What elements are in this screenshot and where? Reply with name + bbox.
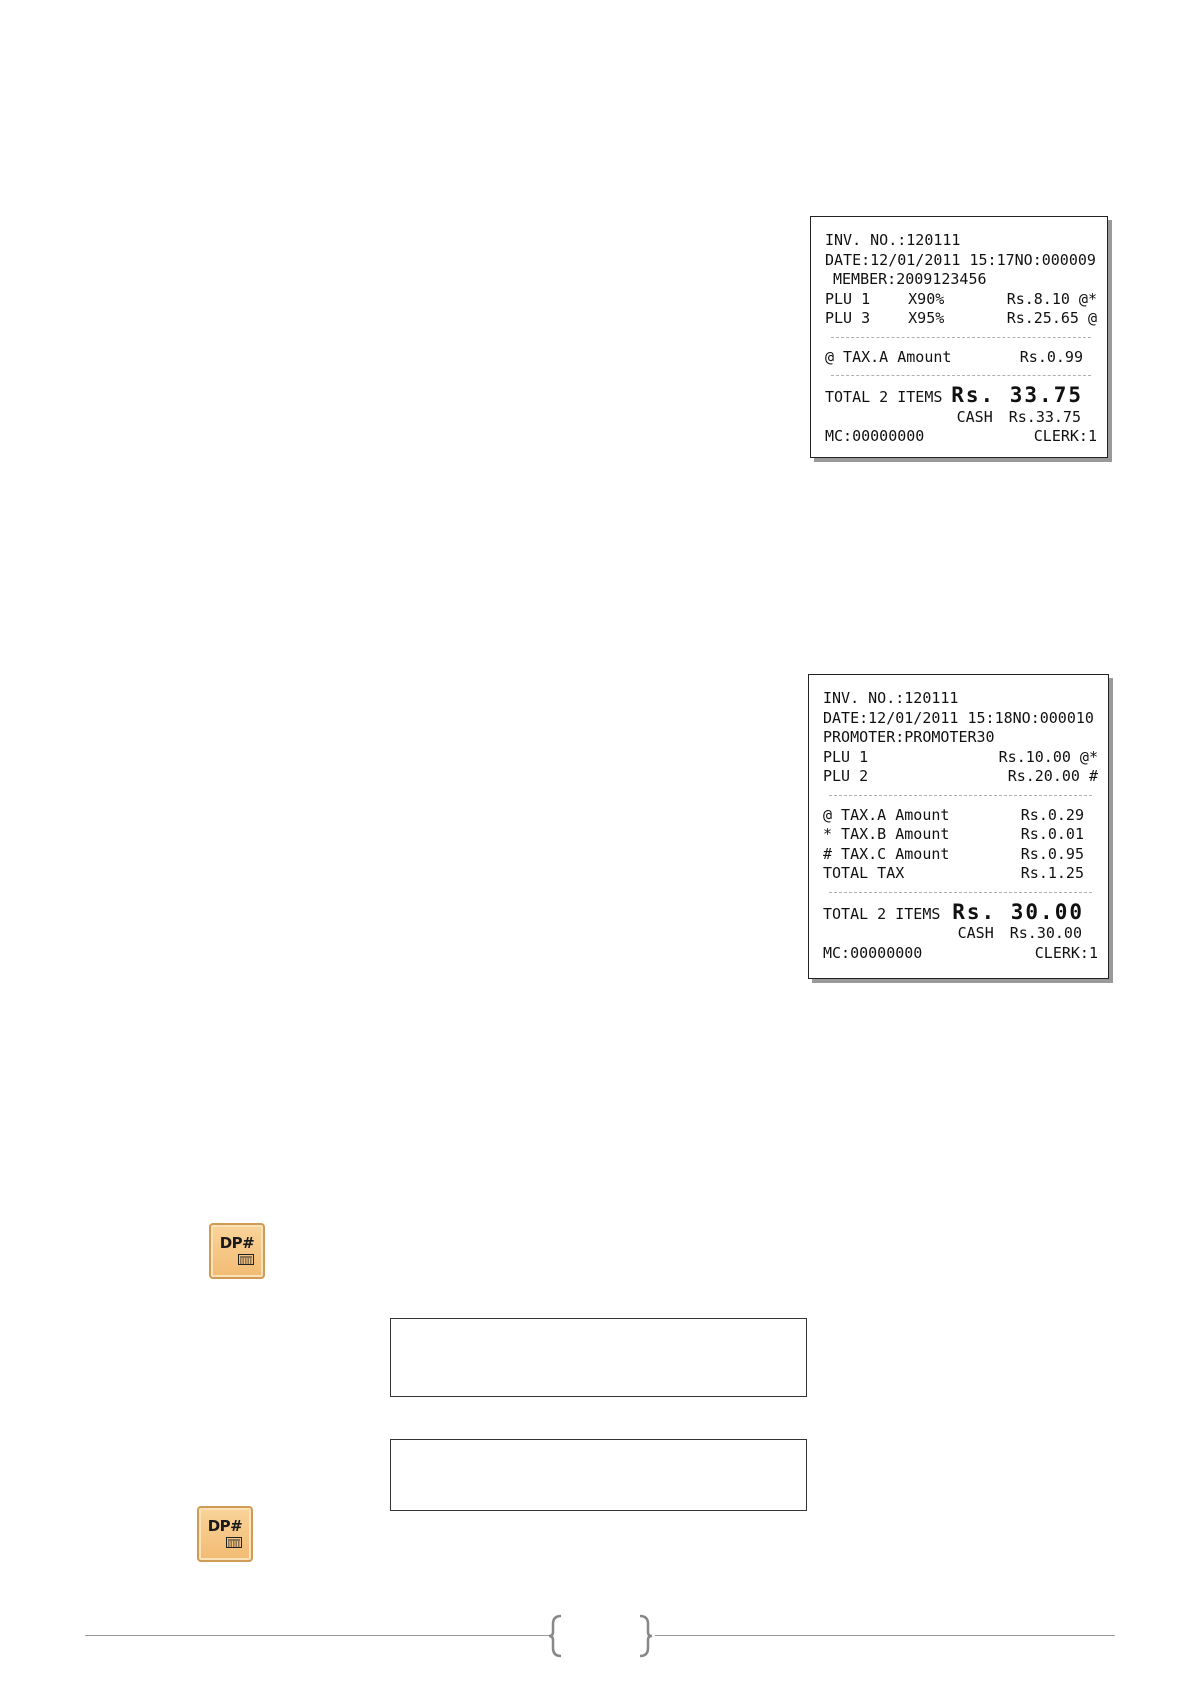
total-value: Rs. 33.75: [951, 383, 1083, 407]
tax-value: Rs.0.95: [1020, 844, 1084, 863]
item-name: PLU 1: [823, 747, 869, 766]
receipt-1: [810, 216, 1108, 458]
divider: [831, 375, 1091, 376]
item-row: [823, 767, 1098, 787]
total-label: TOTAL 2 ITEMS: [823, 904, 941, 923]
footer-line: [85, 1635, 551, 1636]
footer-row: [825, 427, 1097, 447]
cash-label: CASH: [957, 924, 994, 942]
dp-key-label: DP#: [207, 1517, 243, 1535]
mc-number: MC:00000000: [825, 427, 925, 445]
mc-number: MC:00000000: [823, 943, 923, 962]
tax-value: Rs.1.25: [1020, 864, 1084, 882]
cash-row: [823, 924, 1098, 944]
receipt-2: [808, 674, 1109, 979]
tax-row: [823, 864, 1098, 884]
tax-label: @ TAX.A Amount: [823, 805, 950, 824]
date-line: DATE:12/01/2011 15:17NO:000009: [825, 250, 1096, 269]
item-qty: X95%: [908, 309, 945, 327]
left-brace-icon: [547, 1614, 563, 1662]
item-price: Rs.10.00 @*: [998, 747, 1098, 766]
display-box: [390, 1439, 807, 1511]
item-price: Rs.25.65 @: [1006, 309, 1097, 327]
clerk-number: CLERK:1: [1033, 427, 1097, 445]
tax-value: Rs.0.01: [1020, 825, 1084, 843]
item-name: PLU 2: [823, 767, 869, 785]
dp-key[interactable]: [197, 1506, 253, 1562]
member-line: MEMBER:2009123456: [833, 270, 987, 288]
tax-label: # TAX.C Amount: [823, 844, 950, 863]
item-row: [825, 290, 1097, 310]
clerk-number: CLERK:1: [1034, 943, 1098, 962]
total-label: TOTAL 2 ITEMS: [825, 388, 943, 406]
register-icon: [238, 1250, 254, 1269]
tax-row: [823, 845, 1098, 865]
footer-line: [655, 1635, 1115, 1636]
promoter-line: PROMOTER:PROMOTER30: [823, 728, 995, 746]
cash-row: [825, 408, 1097, 428]
invoice-number: INV. NO.:120111: [823, 689, 959, 707]
item-qty: X90%: [908, 289, 945, 308]
invoice-number: INV. NO.:120111: [825, 231, 961, 249]
item-row: [825, 309, 1097, 329]
date-line: DATE:12/01/2011 15:18NO:000010: [823, 708, 1094, 727]
cash-label: CASH: [956, 407, 993, 426]
cash-value: Rs.30.00: [1009, 924, 1082, 942]
divider: [829, 892, 1092, 893]
item-price: Rs.20.00 #: [1007, 767, 1098, 785]
item-price: Rs.8.10 @*: [1006, 289, 1097, 308]
tax-label: @ TAX.A Amount: [825, 347, 952, 366]
footer-row: [823, 944, 1098, 964]
total-value: Rs. 30.00: [952, 899, 1084, 924]
item-row: [823, 748, 1098, 768]
right-brace-icon: [638, 1614, 654, 1662]
dp-key[interactable]: [209, 1223, 265, 1279]
total-row: [823, 899, 1098, 925]
dp-key-label: DP#: [219, 1234, 255, 1252]
tax-label: * TAX.B Amount: [823, 825, 950, 843]
tax-row: [825, 348, 1097, 368]
divider: [831, 337, 1091, 338]
item-name: PLU 3: [825, 309, 871, 327]
cash-value: Rs.33.75: [1008, 407, 1081, 426]
tax-label: TOTAL TAX: [823, 864, 905, 882]
item-name: PLU 1: [825, 289, 871, 308]
tax-row: [823, 806, 1098, 826]
tax-row: [823, 825, 1098, 845]
total-row: [825, 383, 1097, 408]
tax-value: Rs.0.99: [1019, 347, 1083, 366]
divider: [829, 795, 1092, 796]
tax-value: Rs.0.29: [1020, 805, 1084, 824]
register-icon: [226, 1533, 242, 1552]
display-box: [390, 1318, 807, 1397]
